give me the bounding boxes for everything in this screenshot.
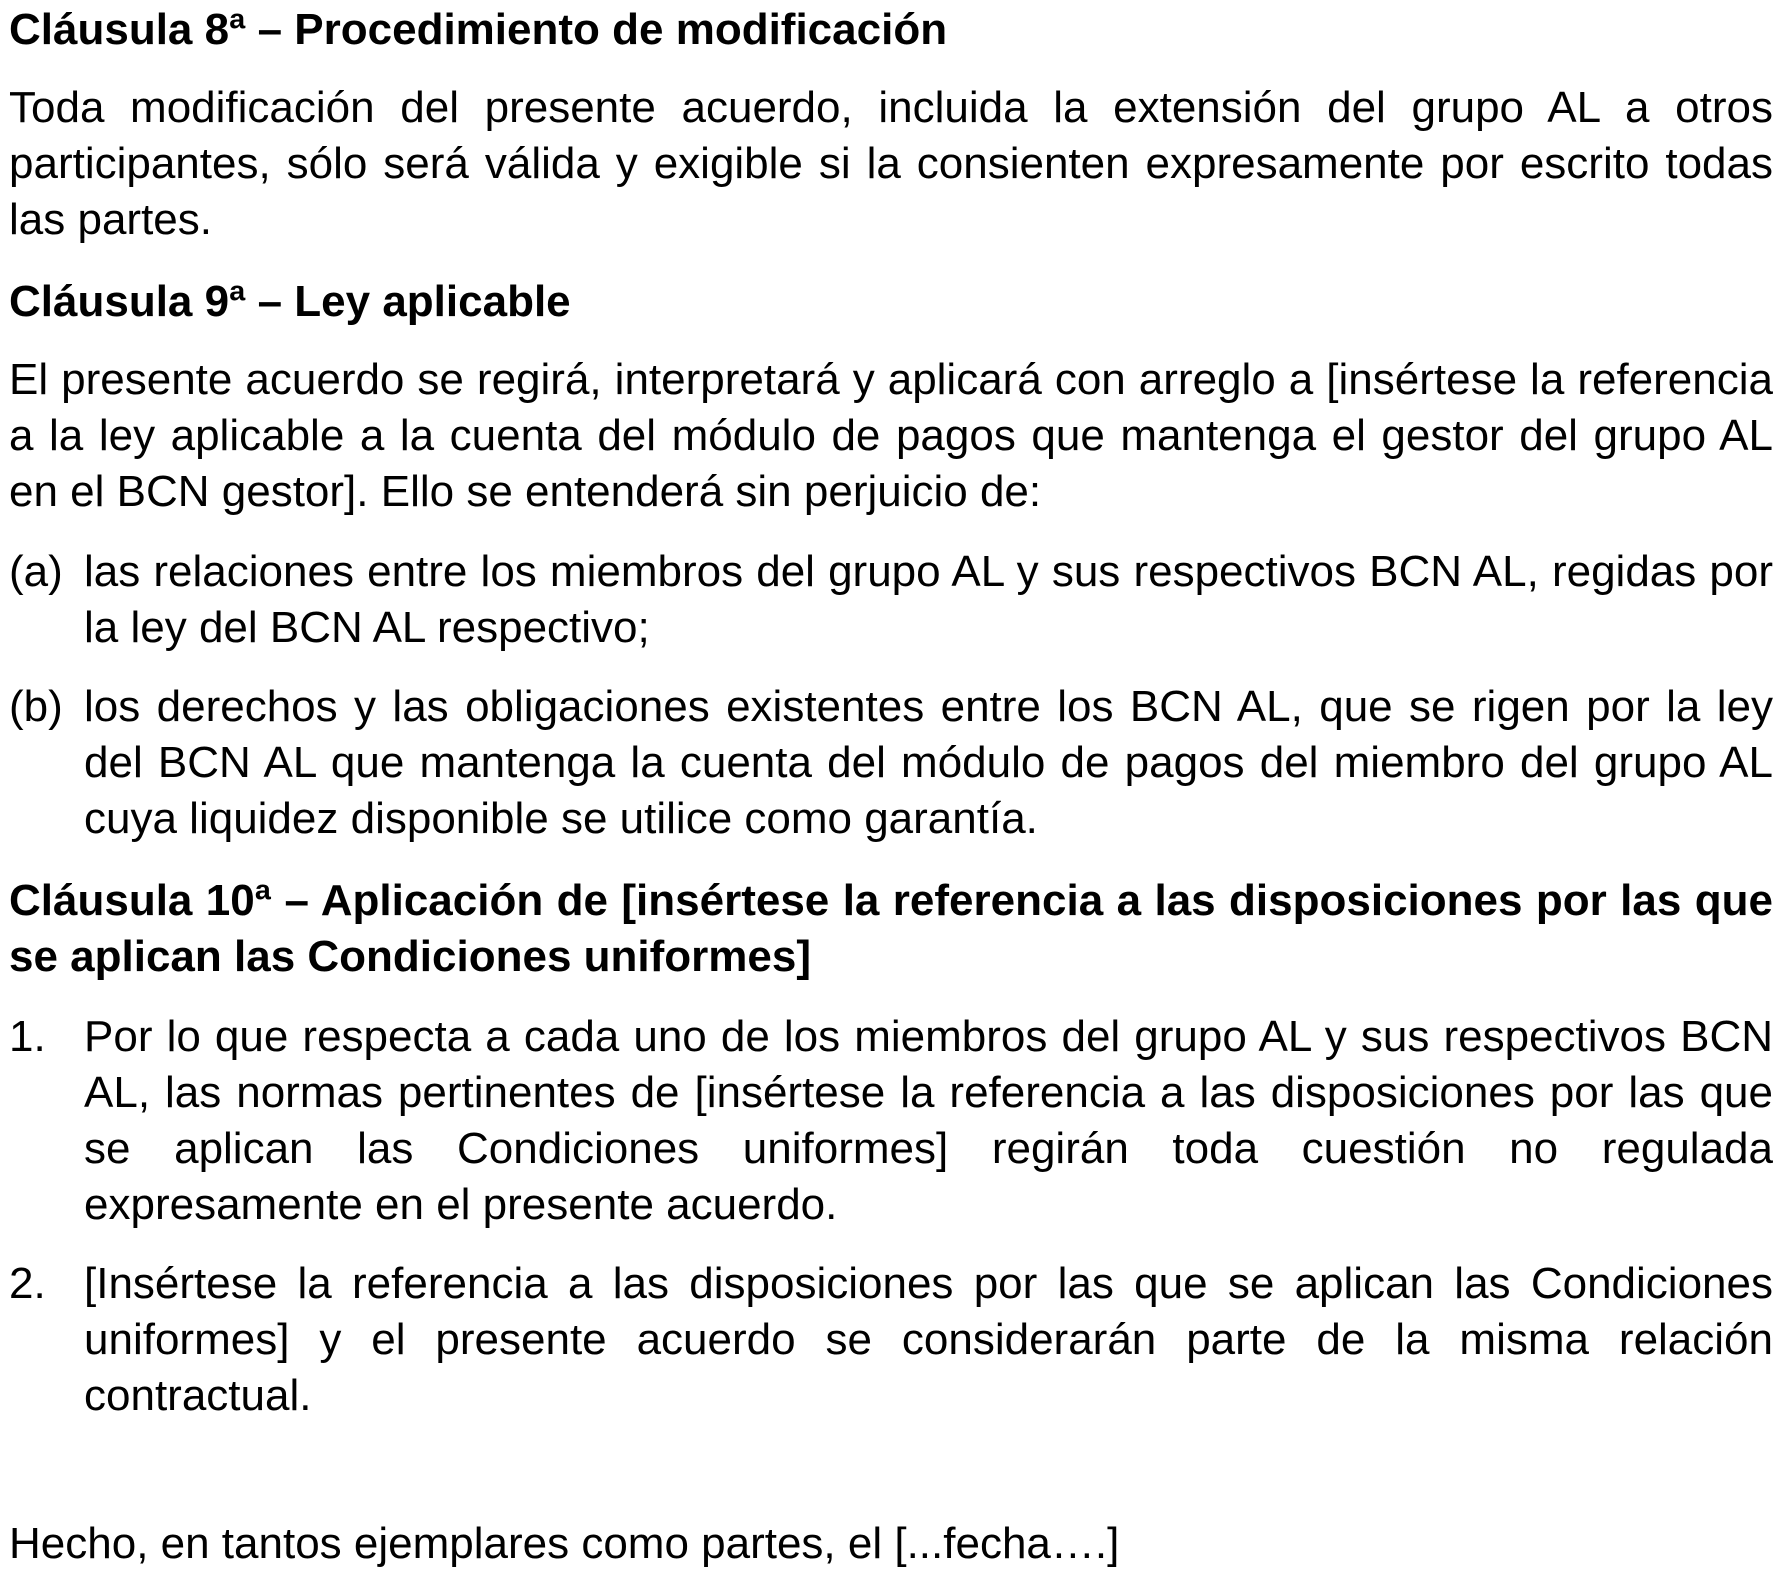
- item-marker: 1.: [9, 1012, 46, 1061]
- item-text: las relaciones entre los miembros del grupo AL y sus respectivos BCN AL, regidas por la ley del BCN AL respectivo;: [84, 547, 1773, 652]
- clause-9-item-b: [9, 679, 1773, 847]
- clause-8-heading: Cláusula 8ª – Procedimiento de modificación: [9, 5, 948, 54]
- item-text: Por lo que respecta a cada uno de los miembros del grupo AL y sus respectivos BCN AL, las normas pertinentes de [insértese la referencia a las disposiciones por las que se aplican las Condiciones uniformes] regirán toda cuestión no regulada expresamente en el presente acuerdo.: [84, 1012, 1773, 1229]
- item-text: [Insértese la referencia a las disposiciones por las que se aplican las Condiciones uniformes] y el presente acuerdo se considerarán parte de la misma relación contractual.: [84, 1259, 1773, 1420]
- closing-line: Hecho, en tantos ejemplares como partes, el [...fecha….]: [9, 1519, 1120, 1568]
- item-marker: (b): [9, 682, 63, 731]
- clause-10-item-1: [9, 1009, 1773, 1233]
- clause-9-body: El presente acuerdo se regirá, interpretará y aplicará con arreglo a [insértese la referencia a la ley aplicable a la cuenta del módulo de pagos que mantenga el gestor del grupo AL en el BCN gestor]. Ello se entenderá sin perjuicio de:: [9, 355, 1773, 516]
- clause-9-item-a: [9, 544, 1773, 656]
- clause-10-heading: Cláusula 10ª – Aplicación de [insértese la referencia a las disposiciones por las que se aplican las Condiciones uniformes]: [9, 876, 1773, 981]
- clause-8-body: Toda modificación del presente acuerdo, incluida la extensión del grupo AL a otros participantes, sólo será válida y exigible si la consienten expresamente por escrito todas las partes.: [9, 83, 1773, 244]
- item-text: los derechos y las obligaciones existentes entre los BCN AL, que se rigen por la ley del BCN AL que mantenga la cuenta del módulo de pagos del miembro del grupo AL cuya liquidez disponible se utilice como garantía.: [84, 682, 1773, 843]
- clause-9-heading: Cláusula 9ª – Ley aplicable: [9, 277, 571, 326]
- clause-10-item-2: [9, 1256, 1773, 1424]
- item-marker: 2.: [9, 1259, 46, 1308]
- item-marker: (a): [9, 547, 63, 596]
